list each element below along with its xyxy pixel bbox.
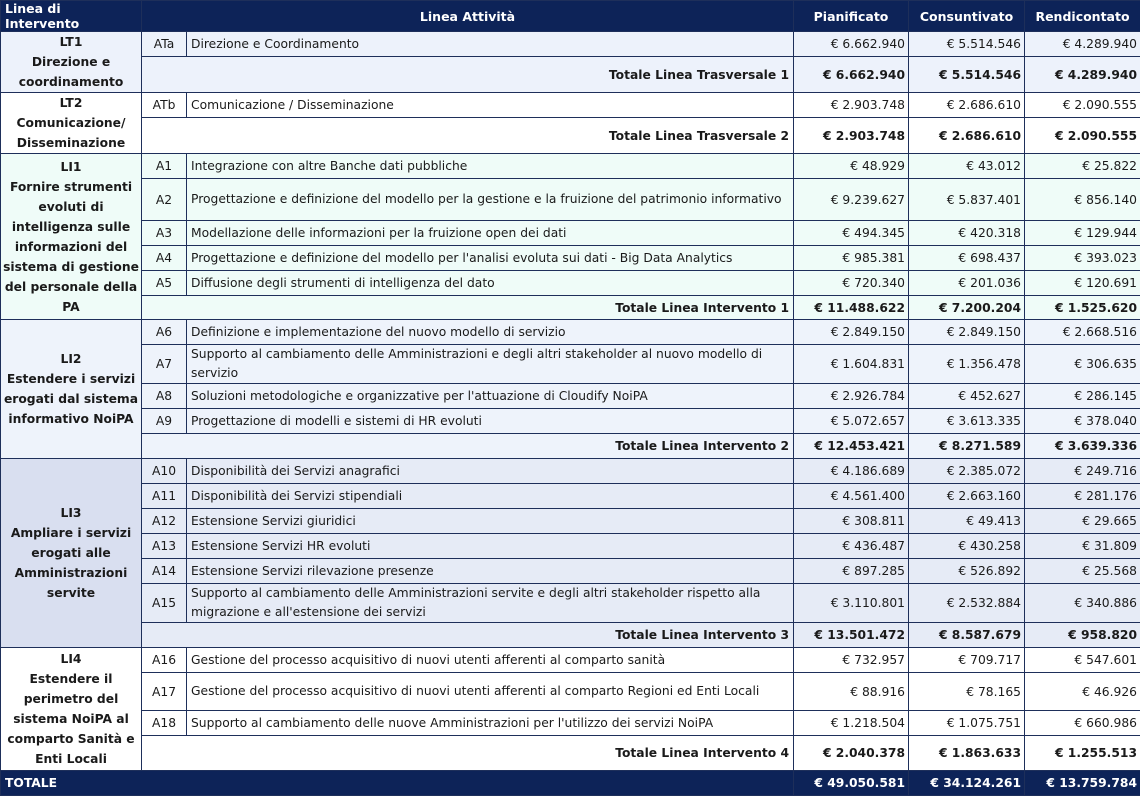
activity-code: A3 xyxy=(142,221,187,246)
rendicontato-value: € 286.145 xyxy=(1025,384,1140,409)
activity-code: A1 xyxy=(142,154,187,179)
total-row xyxy=(1,623,1140,648)
consuntivato-value: € 201.036 xyxy=(909,271,1025,296)
group-code: LI2 xyxy=(3,349,139,369)
total-row xyxy=(1,296,1140,320)
rendicontato-value: € 2.668.516 xyxy=(1025,320,1140,345)
table-row xyxy=(1,484,1140,509)
consuntivato-value: € 420.318 xyxy=(909,221,1025,246)
table-row xyxy=(1,711,1140,736)
pianificato-value: € 436.487 xyxy=(794,534,909,559)
pianificato-value: € 720.340 xyxy=(794,271,909,296)
table-row xyxy=(1,32,1140,57)
total-consuntivato: € 2.686.610 xyxy=(909,118,1025,154)
table-row xyxy=(1,271,1140,296)
activity-description: Supporto al cambiamento delle Amministrazioni servite e degli altri stakeholder rispetto alla migrazione e all'estensione dei servizi xyxy=(187,584,794,623)
activity-code: A6 xyxy=(142,320,187,345)
activity-description: Disponibilità dei Servizi stipendiali xyxy=(187,484,794,509)
pianificato-value: € 48.929 xyxy=(794,154,909,179)
consuntivato-value: € 709.717 xyxy=(909,648,1025,673)
pianificato-value: € 897.285 xyxy=(794,559,909,584)
group-cell-li1 xyxy=(1,154,142,320)
activity-code: A16 xyxy=(142,648,187,673)
group-name: Fornire strumenti evoluti di intelligenza sulle informazioni del sistema di gestione del personale della PA xyxy=(3,177,139,317)
activity-code: A12 xyxy=(142,509,187,534)
grand-total-rendicontato: € 13.759.784 xyxy=(1025,771,1140,796)
grand-total-consuntivato: € 34.124.261 xyxy=(909,771,1025,796)
total-row xyxy=(1,434,1140,459)
total-rendicontato: € 2.090.555 xyxy=(1025,118,1140,154)
group-name: Estendere i servizi erogati dal sistema informativo NoiPA xyxy=(3,369,139,429)
group-cell-li3 xyxy=(1,459,142,648)
pianificato-value: € 88.916 xyxy=(794,673,909,711)
header-consuntivato: Consuntivato xyxy=(909,1,1025,32)
activity-code: A7 xyxy=(142,345,187,384)
activity-code: A17 xyxy=(142,673,187,711)
total-pianificato: € 13.501.472 xyxy=(794,623,909,648)
table-row xyxy=(1,648,1140,673)
total-rendicontato: € 1.525.620 xyxy=(1025,296,1140,320)
pianificato-value: € 2.903.748 xyxy=(794,93,909,118)
pianificato-value: € 5.072.657 xyxy=(794,409,909,434)
activity-code: A4 xyxy=(142,246,187,271)
table-row xyxy=(1,221,1140,246)
activity-code: A9 xyxy=(142,409,187,434)
total-consuntivato: € 5.514.546 xyxy=(909,57,1025,93)
pianificato-value: € 4.561.400 xyxy=(794,484,909,509)
activity-code: A5 xyxy=(142,271,187,296)
activity-description: Integrazione con altre Banche dati pubbliche xyxy=(187,154,794,179)
rendicontato-value: € 856.140 xyxy=(1025,179,1140,221)
total-row xyxy=(1,736,1140,771)
activity-code: A18 xyxy=(142,711,187,736)
total-label: Totale Linea Intervento 4 xyxy=(142,736,794,771)
table-row xyxy=(1,154,1140,179)
consuntivato-value: € 1.075.751 xyxy=(909,711,1025,736)
table-row xyxy=(1,409,1140,434)
total-pianificato: € 12.453.421 xyxy=(794,434,909,459)
rendicontato-value: € 249.716 xyxy=(1025,459,1140,484)
activity-description: Direzione e Coordinamento xyxy=(187,32,794,57)
consuntivato-value: € 2.532.884 xyxy=(909,584,1025,623)
activity-code: A14 xyxy=(142,559,187,584)
grand-total-pianificato: € 49.050.581 xyxy=(794,771,909,796)
total-pianificato: € 2.040.378 xyxy=(794,736,909,771)
pianificato-value: € 4.186.689 xyxy=(794,459,909,484)
group-code: LT1 xyxy=(3,32,139,52)
consuntivato-value: € 2.663.160 xyxy=(909,484,1025,509)
rendicontato-value: € 120.691 xyxy=(1025,271,1140,296)
table-row xyxy=(1,93,1140,118)
group-code: LT2 xyxy=(3,93,139,113)
activity-description: Estensione Servizi rilevazione presenze xyxy=(187,559,794,584)
group-code: LI3 xyxy=(3,503,139,523)
rendicontato-value: € 281.176 xyxy=(1025,484,1140,509)
consuntivato-value: € 526.892 xyxy=(909,559,1025,584)
group-code: LI4 xyxy=(3,649,139,669)
rendicontato-value: € 393.023 xyxy=(1025,246,1140,271)
grand-total-label: TOTALE xyxy=(1,771,794,796)
table-row xyxy=(1,179,1140,221)
consuntivato-value: € 1.356.478 xyxy=(909,345,1025,384)
activity-description: Estensione Servizi giuridici xyxy=(187,509,794,534)
activity-description: Diffusione degli strumenti di intelligenza del dato xyxy=(187,271,794,296)
rendicontato-value: € 378.040 xyxy=(1025,409,1140,434)
pianificato-value: € 308.811 xyxy=(794,509,909,534)
table-row xyxy=(1,534,1140,559)
group-cell-lt1 xyxy=(1,32,142,93)
activity-code: A15 xyxy=(142,584,187,623)
group-name: Estendere il perimetro del sistema NoiPA al comparto Sanità e Enti Locali xyxy=(3,669,139,769)
total-label: Totale Linea Intervento 2 xyxy=(142,434,794,459)
activity-description: Supporto al cambiamento delle nuove Amministrazioni per l'utilizzo dei servizi NoiPA xyxy=(187,711,794,736)
table-row xyxy=(1,246,1140,271)
group-cell-li2 xyxy=(1,320,142,459)
rendicontato-value: € 660.986 xyxy=(1025,711,1140,736)
activity-code: ATb xyxy=(142,93,187,118)
consuntivato-value: € 2.385.072 xyxy=(909,459,1025,484)
activity-description: Estensione Servizi HR evoluti xyxy=(187,534,794,559)
table-row xyxy=(1,320,1140,345)
activity-description: Progettazione e definizione del modello per la gestione e la fruizione del patrimonio informativo xyxy=(187,179,794,221)
pianificato-value: € 2.926.784 xyxy=(794,384,909,409)
consuntivato-value: € 452.627 xyxy=(909,384,1025,409)
consuntivato-value: € 5.837.401 xyxy=(909,179,1025,221)
pianificato-value: € 1.604.831 xyxy=(794,345,909,384)
rendicontato-value: € 2.090.555 xyxy=(1025,93,1140,118)
activity-description: Soluzioni metodologiche e organizzative per l'attuazione di Cloudify NoiPA xyxy=(187,384,794,409)
table-row xyxy=(1,584,1140,623)
rendicontato-value: € 46.926 xyxy=(1025,673,1140,711)
activity-code: A11 xyxy=(142,484,187,509)
activity-code: A10 xyxy=(142,459,187,484)
table-row xyxy=(1,384,1140,409)
consuntivato-value: € 2.849.150 xyxy=(909,320,1025,345)
total-rendicontato: € 4.289.940 xyxy=(1025,57,1140,93)
header-rendicontato: Rendicontato xyxy=(1025,1,1140,32)
total-consuntivato: € 1.863.633 xyxy=(909,736,1025,771)
activity-description: Gestione del processo acquisitivo di nuovi utenti afferenti al comparto sanità xyxy=(187,648,794,673)
table-row xyxy=(1,673,1140,711)
pianificato-value: € 494.345 xyxy=(794,221,909,246)
total-pianificato: € 11.488.622 xyxy=(794,296,909,320)
consuntivato-value: € 430.258 xyxy=(909,534,1025,559)
group-cell-lt2 xyxy=(1,93,142,154)
pianificato-value: € 2.849.150 xyxy=(794,320,909,345)
consuntivato-value: € 2.686.610 xyxy=(909,93,1025,118)
total-label: Totale Linea Intervento 1 xyxy=(142,296,794,320)
rendicontato-value: € 129.944 xyxy=(1025,221,1140,246)
total-consuntivato: € 8.271.589 xyxy=(909,434,1025,459)
consuntivato-value: € 49.413 xyxy=(909,509,1025,534)
pianificato-value: € 6.662.940 xyxy=(794,32,909,57)
rendicontato-value: € 25.568 xyxy=(1025,559,1140,584)
activity-description: Supporto al cambiamento delle Amministrazioni e degli altri stakeholder al nuovo modello di servizio xyxy=(187,345,794,384)
total-row xyxy=(1,57,1140,93)
pianificato-value: € 3.110.801 xyxy=(794,584,909,623)
activity-description: Progettazione e definizione del modello per l'analisi evoluta sui dati - Big Data Analytics xyxy=(187,246,794,271)
rendicontato-value: € 340.886 xyxy=(1025,584,1140,623)
consuntivato-value: € 78.165 xyxy=(909,673,1025,711)
pianificato-value: € 1.218.504 xyxy=(794,711,909,736)
activity-code: A13 xyxy=(142,534,187,559)
consuntivato-value: € 43.012 xyxy=(909,154,1025,179)
total-label: Totale Linea Trasversale 2 xyxy=(142,118,794,154)
table-row xyxy=(1,509,1140,534)
activity-description: Disponibilità dei Servizi anagrafici xyxy=(187,459,794,484)
consuntivato-value: € 698.437 xyxy=(909,246,1025,271)
total-rendicontato: € 3.639.336 xyxy=(1025,434,1140,459)
activity-code: A2 xyxy=(142,179,187,221)
activity-description: Modellazione delle informazioni per la fruizione open dei dati xyxy=(187,221,794,246)
total-rendicontato: € 1.255.513 xyxy=(1025,736,1140,771)
pianificato-value: € 9.239.627 xyxy=(794,179,909,221)
rendicontato-value: € 547.601 xyxy=(1025,648,1140,673)
activity-description: Gestione del processo acquisitivo di nuovi utenti afferenti al comparto Regioni ed Enti Locali xyxy=(187,673,794,711)
grand-total-row xyxy=(1,771,1140,796)
rendicontato-value: € 31.809 xyxy=(1025,534,1140,559)
activity-code: ATa xyxy=(142,32,187,57)
rendicontato-value: € 4.289.940 xyxy=(1025,32,1140,57)
activity-code: A8 xyxy=(142,384,187,409)
group-name: Direzione e coordinamento xyxy=(3,52,139,92)
consuntivato-value: € 5.514.546 xyxy=(909,32,1025,57)
header-pianificato: Pianificato xyxy=(794,1,909,32)
header-linea-attivita: Linea Attività xyxy=(142,1,794,32)
total-row xyxy=(1,118,1140,154)
table-row xyxy=(1,459,1140,484)
group-name: Ampliare i servizi erogati alle Amministrazioni servite xyxy=(3,523,139,603)
table-row xyxy=(1,559,1140,584)
rendicontato-value: € 29.665 xyxy=(1025,509,1140,534)
total-pianificato: € 2.903.748 xyxy=(794,118,909,154)
table-header-row xyxy=(1,1,1140,32)
rendicontato-value: € 306.635 xyxy=(1025,345,1140,384)
consuntivato-value: € 3.613.335 xyxy=(909,409,1025,434)
total-pianificato: € 6.662.940 xyxy=(794,57,909,93)
total-label: Totale Linea Trasversale 1 xyxy=(142,57,794,93)
total-rendicontato: € 958.820 xyxy=(1025,623,1140,648)
total-consuntivato: € 7.200.204 xyxy=(909,296,1025,320)
total-label: Totale Linea Intervento 3 xyxy=(142,623,794,648)
activity-description: Definizione e implementazione del nuovo modello di servizio xyxy=(187,320,794,345)
activity-description: Comunicazione / Disseminazione xyxy=(187,93,794,118)
pianificato-value: € 985.381 xyxy=(794,246,909,271)
table-row xyxy=(1,345,1140,384)
group-code: LI1 xyxy=(3,157,139,177)
group-name: Comunicazione/ Disseminazione xyxy=(3,113,139,153)
activity-description: Progettazione di modelli e sistemi di HR evoluti xyxy=(187,409,794,434)
header-linea-intervento: Linea di Intervento xyxy=(1,1,142,32)
rendicontato-value: € 25.822 xyxy=(1025,154,1140,179)
total-consuntivato: € 8.587.679 xyxy=(909,623,1025,648)
group-cell-li4 xyxy=(1,648,142,771)
pianificato-value: € 732.957 xyxy=(794,648,909,673)
